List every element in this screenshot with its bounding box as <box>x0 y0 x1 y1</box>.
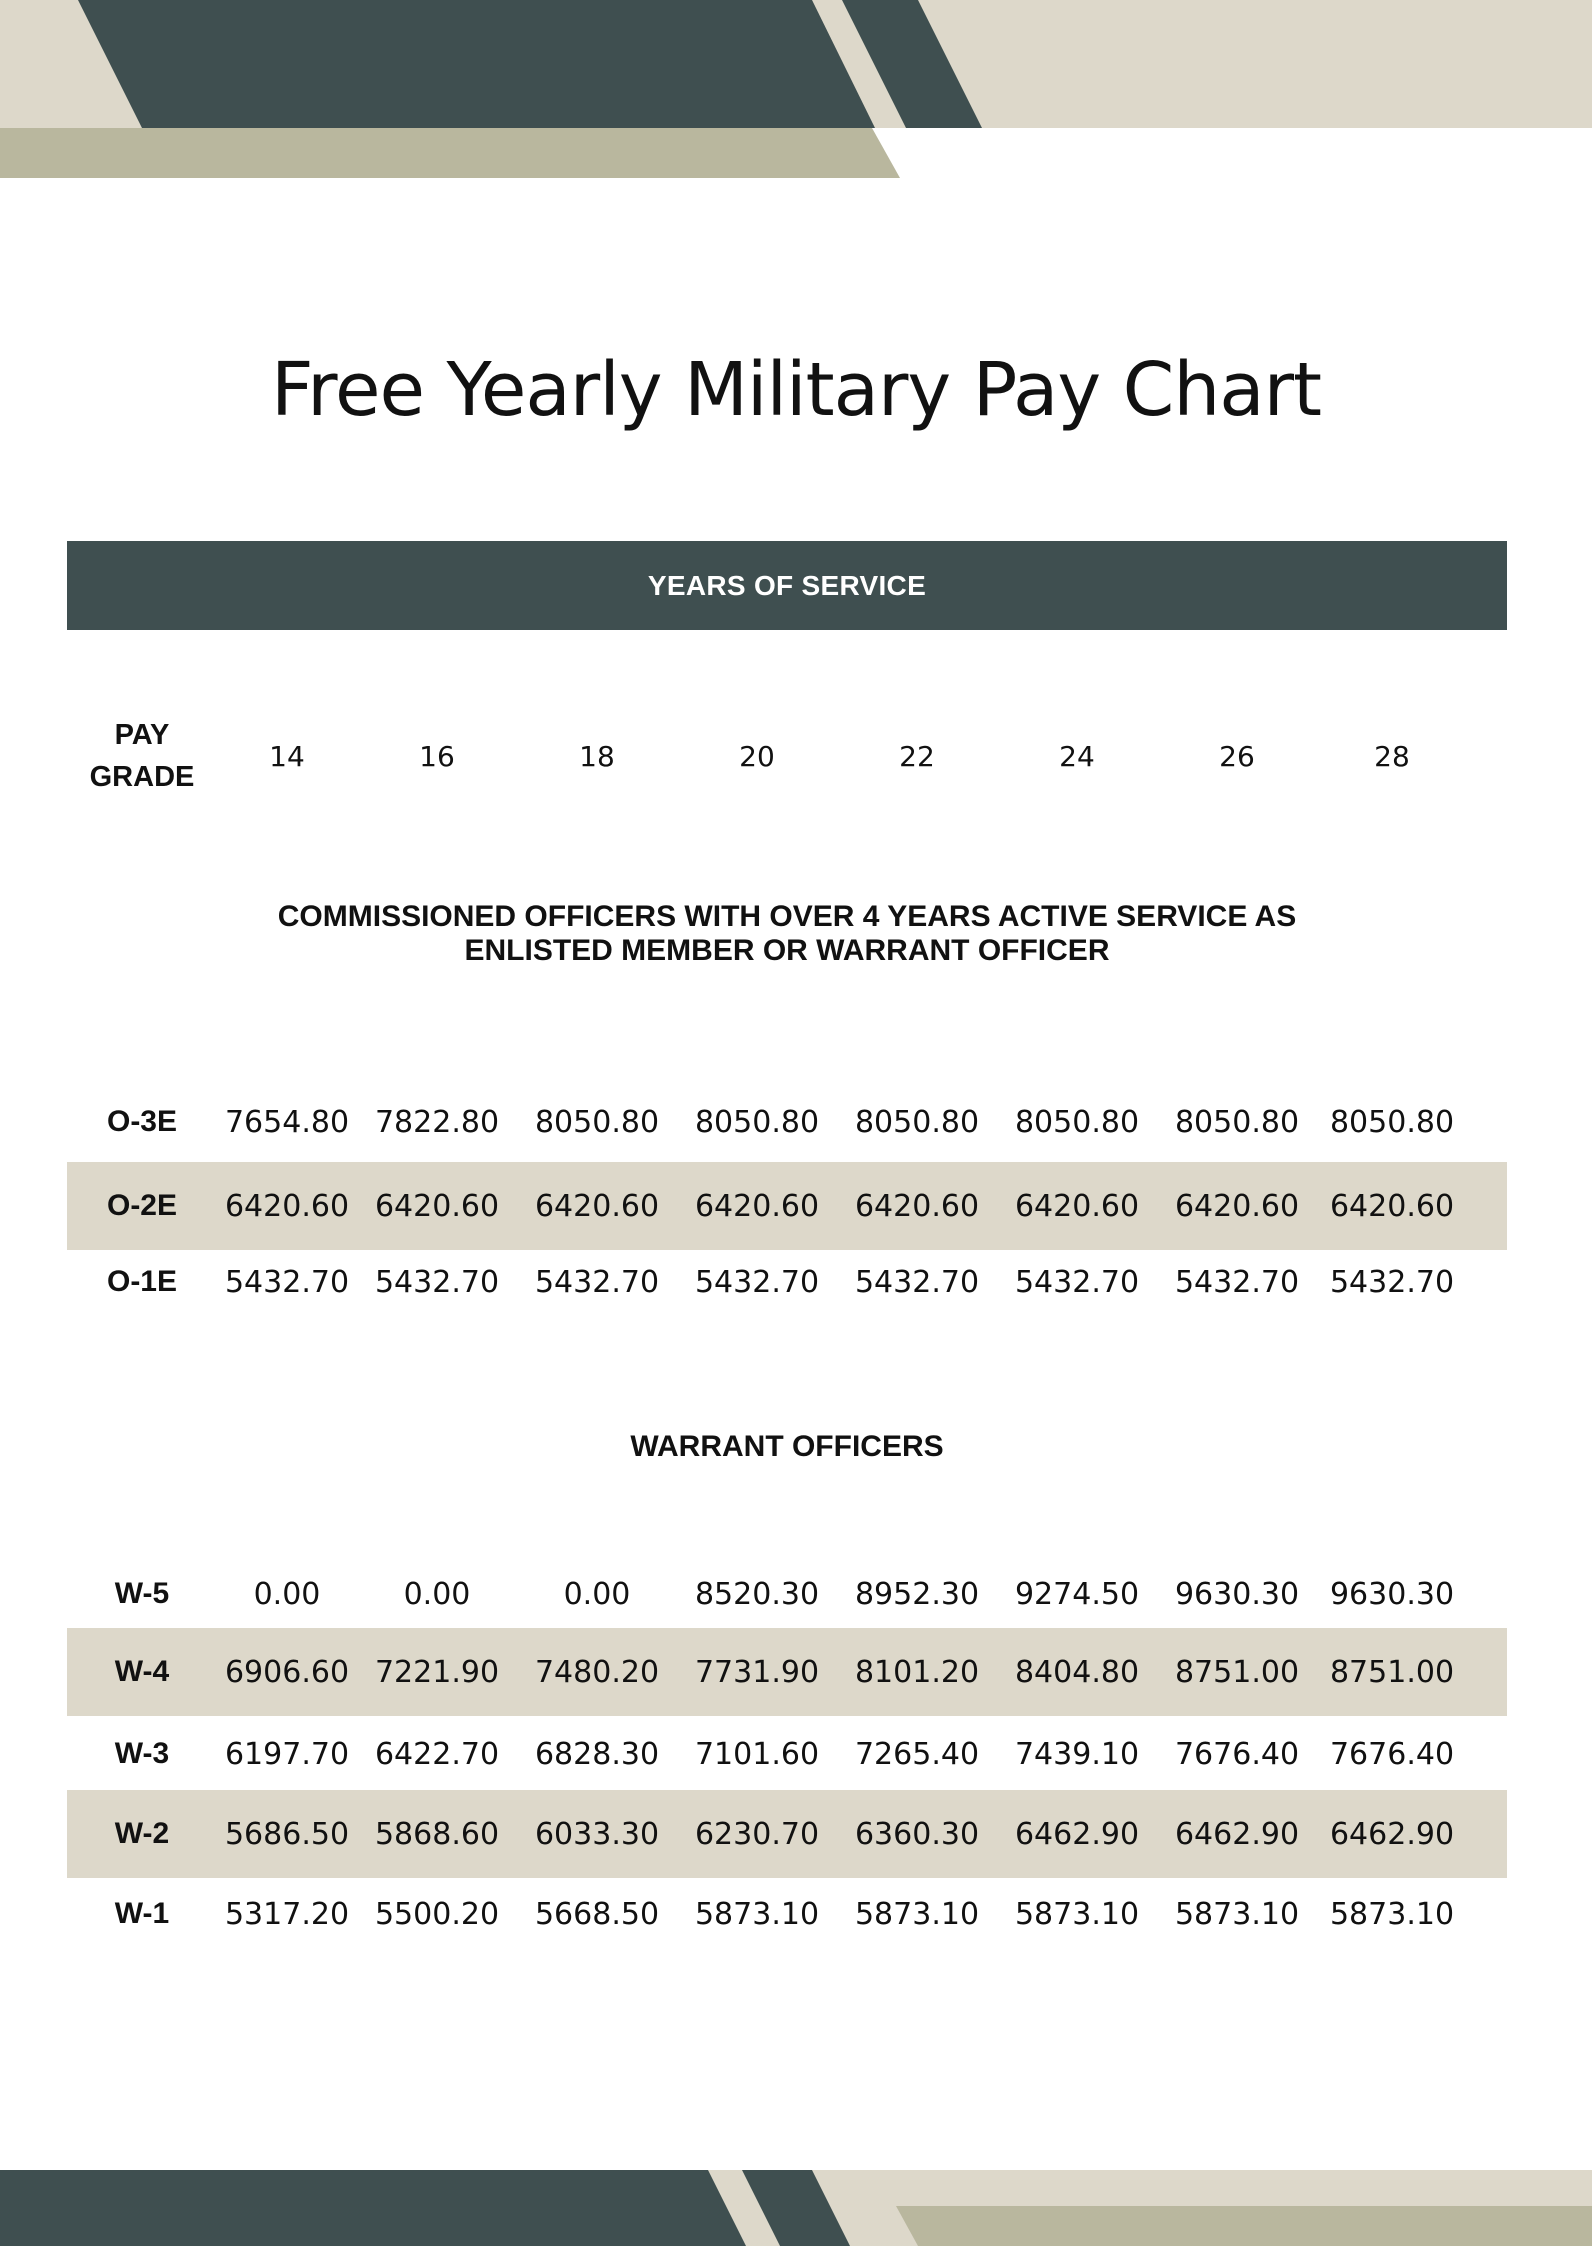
pay-grade-cell: O-3E <box>106 1105 178 1138</box>
pay-value-cell: 6462.90 <box>1014 1816 1140 1852</box>
top-dark-band <box>78 0 875 128</box>
year-header: 20 <box>739 739 775 773</box>
year-header: 22 <box>899 739 935 773</box>
pay-grade-cell: O-1E <box>106 1265 178 1298</box>
pay-value-cell: 5873.10 <box>1174 1896 1300 1932</box>
bottom-decorative-banner <box>0 2170 1592 2246</box>
pay-value-cell: 5873.10 <box>1014 1896 1140 1932</box>
pay-value-cell: 7439.10 <box>1014 1736 1140 1772</box>
pay-value-cell: 9630.30 <box>1174 1576 1300 1612</box>
pay-value-cell: 6230.70 <box>694 1816 820 1852</box>
pay-value-cell: 5432.70 <box>374 1264 500 1300</box>
pay-value-cell: 6420.60 <box>1329 1188 1455 1224</box>
years-of-service-banner: YEARS OF SERVICE <box>67 541 1507 630</box>
bottom-dark-band <box>0 2170 746 2246</box>
pay-value-cell: 8050.80 <box>854 1104 980 1140</box>
bottom-olive-stripe <box>896 2206 1592 2246</box>
pay-grade-cell: W-3 <box>114 1737 170 1770</box>
pay-value-cell: 7654.80 <box>224 1104 350 1140</box>
table-row <box>67 1078 1507 1166</box>
pay-value-cell: 5432.70 <box>224 1264 350 1300</box>
table-row <box>67 1710 1507 1798</box>
section-title-line: ENLISTED MEMBER OR WARRANT OFFICER <box>464 934 1110 967</box>
top-olive-stripe <box>0 128 900 178</box>
pay-value-cell: 8751.00 <box>1174 1654 1300 1690</box>
pay-value-cell: 5873.10 <box>1329 1896 1455 1932</box>
pay-value-cell: 5432.70 <box>854 1264 980 1300</box>
pay-value-cell: 8050.80 <box>534 1104 660 1140</box>
pay-grade-cell: W-1 <box>114 1897 170 1930</box>
pay-value-cell: 8050.80 <box>1014 1104 1140 1140</box>
top-decorative-banner <box>0 0 1592 180</box>
pay-value-cell: 0.00 <box>403 1576 471 1612</box>
year-header: 24 <box>1059 739 1095 773</box>
pay-value-cell: 5668.50 <box>534 1896 660 1932</box>
pay-value-cell: 6422.70 <box>374 1736 500 1772</box>
warrant-officers-section-title: WARRANT OFFICERS <box>630 1430 944 1463</box>
pay-value-cell: 9630.30 <box>1329 1576 1455 1612</box>
year-header: 28 <box>1374 739 1410 773</box>
year-header: 26 <box>1219 739 1255 773</box>
pay-value-cell: 7101.60 <box>694 1736 820 1772</box>
pay-value-cell: 6420.60 <box>224 1188 350 1224</box>
year-header: 16 <box>419 739 455 773</box>
pay-value-cell: 6906.60 <box>224 1654 350 1690</box>
pay-value-cell: 5432.70 <box>1329 1264 1455 1300</box>
pay-value-cell: 8751.00 <box>1329 1654 1455 1690</box>
pay-value-cell: 5873.10 <box>854 1896 980 1932</box>
pay-value-cell: 8050.80 <box>1329 1104 1455 1140</box>
pay-value-cell: 7221.90 <box>374 1654 500 1690</box>
pay-value-cell: 8404.80 <box>1014 1654 1140 1690</box>
page-title: Free Yearly Military Pay Chart <box>270 347 1322 433</box>
pay-value-cell: 5686.50 <box>224 1816 350 1852</box>
year-header: 14 <box>269 739 305 773</box>
pay-value-cell: 8050.80 <box>1174 1104 1300 1140</box>
pay-value-cell: 6420.60 <box>534 1188 660 1224</box>
pay-value-cell: 8520.30 <box>694 1576 820 1612</box>
table-row <box>67 1628 1507 1716</box>
pay-grade-cell: W-5 <box>114 1577 170 1610</box>
pay-value-cell: 6462.90 <box>1174 1816 1300 1852</box>
section-title-line: COMMISSIONED OFFICERS WITH OVER 4 YEARS ACTIVE SERVICE AS <box>277 900 1297 933</box>
pay-value-cell: 7731.90 <box>694 1654 820 1690</box>
table-row <box>67 1550 1507 1638</box>
pay-value-cell: 7676.40 <box>1329 1736 1455 1772</box>
table-row <box>67 1238 1507 1326</box>
pay-grade-cell: O-2E <box>106 1189 178 1222</box>
pay-value-cell: 8101.20 <box>854 1654 980 1690</box>
pay-value-cell: 5868.60 <box>374 1816 500 1852</box>
pay-grade-cell: W-4 <box>114 1655 170 1688</box>
pay-value-cell: 6828.30 <box>534 1736 660 1772</box>
pay-value-cell: 7265.40 <box>854 1736 980 1772</box>
pay-value-cell: 6420.60 <box>374 1188 500 1224</box>
pay-value-cell: 7822.80 <box>374 1104 500 1140</box>
pay-value-cell: 8952.30 <box>854 1576 980 1612</box>
pay-value-cell: 7480.20 <box>534 1654 660 1690</box>
pay-value-cell: 6197.70 <box>224 1736 350 1772</box>
pay-value-cell: 9274.50 <box>1014 1576 1140 1612</box>
table-row <box>67 1790 1507 1878</box>
pay-value-cell: 5500.20 <box>374 1896 500 1932</box>
pay-grade-cell: W-2 <box>114 1817 170 1850</box>
pay-value-cell: 5317.20 <box>224 1896 350 1932</box>
pay-value-cell: 6420.60 <box>1174 1188 1300 1224</box>
commissioned-officers-section-title <box>67 900 1507 968</box>
pay-value-cell: 7676.40 <box>1174 1736 1300 1772</box>
pay-value-cell: 0.00 <box>253 1576 321 1612</box>
pay-grade-header: PAY GRADE <box>89 719 195 793</box>
pay-value-cell: 5432.70 <box>534 1264 660 1300</box>
pay-value-cell: 5432.70 <box>694 1264 820 1300</box>
table-row <box>67 1162 1507 1250</box>
pay-value-cell: 0.00 <box>563 1576 631 1612</box>
pay-value-cell: 6033.30 <box>534 1816 660 1852</box>
year-header: 18 <box>579 739 615 773</box>
pay-value-cell: 6420.60 <box>854 1188 980 1224</box>
pay-value-cell: 8050.80 <box>694 1104 820 1140</box>
pay-value-cell: 5432.70 <box>1174 1264 1300 1300</box>
pay-value-cell: 5873.10 <box>694 1896 820 1932</box>
pay-value-cell: 6462.90 <box>1329 1816 1455 1852</box>
pay-value-cell: 6360.30 <box>854 1816 980 1852</box>
pay-value-cell: 6420.60 <box>694 1188 820 1224</box>
table-header-row <box>67 711 1507 801</box>
pay-value-cell: 6420.60 <box>1014 1188 1140 1224</box>
pay-value-cell: 5432.70 <box>1014 1264 1140 1300</box>
table-row <box>67 1870 1507 1958</box>
